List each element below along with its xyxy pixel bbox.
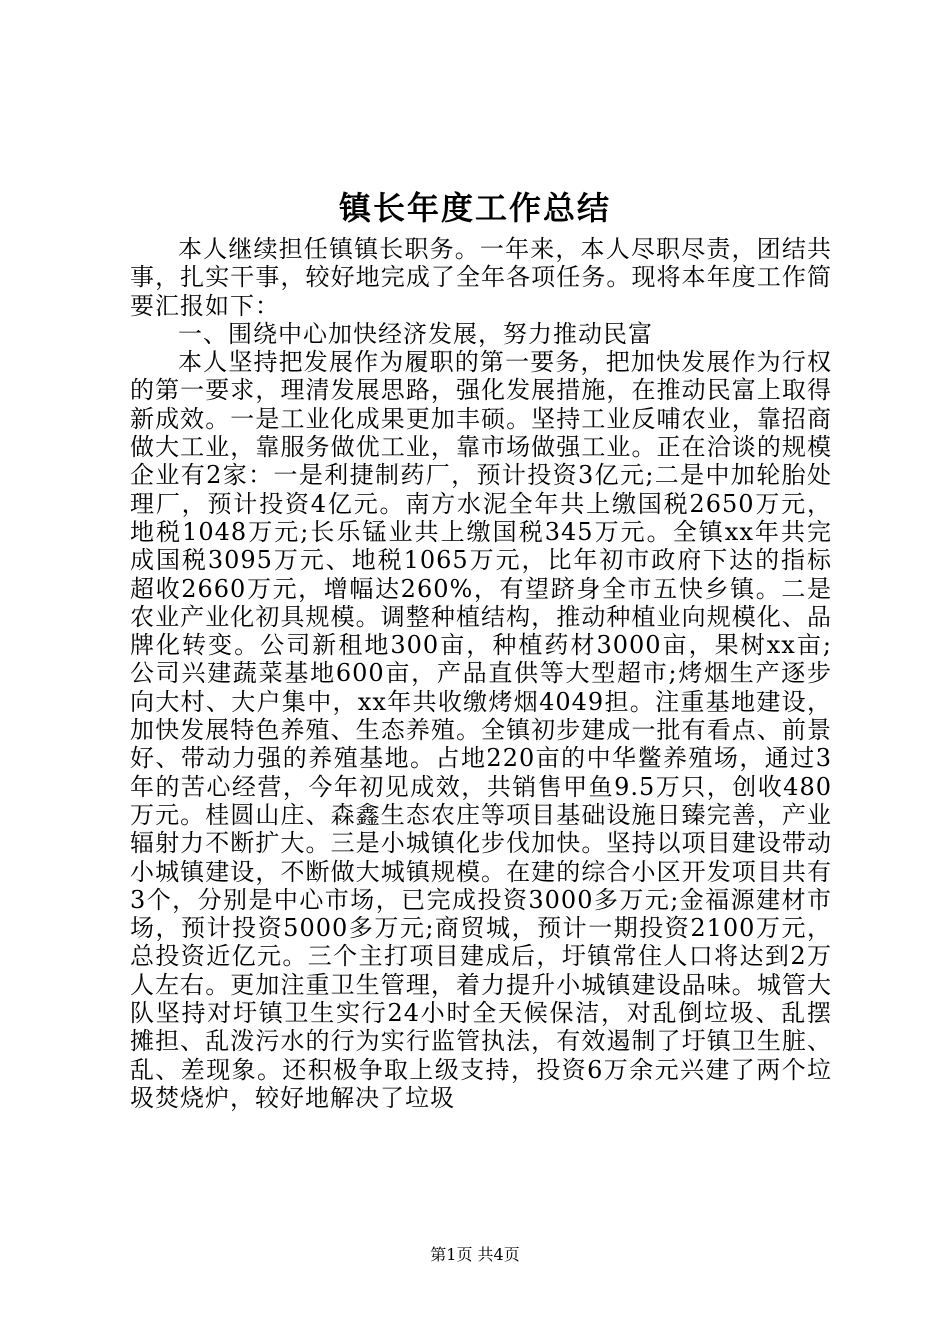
page-footer: 第1页 共4页 bbox=[430, 1245, 520, 1264]
document-title: 镇长年度工作总结 bbox=[338, 189, 611, 227]
document-body bbox=[130, 235, 832, 1112]
paragraph-section-1: 本人坚持把发展作为履职的第一要务，把加快发展作为行权的第一要求，理清发展思路，强化发展措施，在推动民富上取得新成效。一是工业化成果更加丰硕。坚持工业反哺农业，靠招商做大工业，靠服务做优工业，靠市场做强工业。正在洽谈的规模企业有2家：一是利捷制药厂，预计投资3亿元;二是中加轮胎处理厂，预计投资4亿元。南方水泥全年共上缴国税2650万元，地税1048万元;长乐锰业共上缴国税345万元。全镇xx年共完成国税3095万元、地税1065万元，比年初市政府下达的指标超收2660万元，增幅达260%，有望跻身全市五快乡镇。二是农业产业化初具规模。调整种植结构，推动种植业向规模化、品牌化转变。公司新租地300亩，种植药材3000亩，果树xx亩;公司兴建蔬菜基地600亩，产品直供等大型超市;烤烟生产逐步向大村、大户集中，xx年共收缴烤烟4049担。注重基地建设，加快发展特色养殖、生态养殖。全镇初步建成一批有看点、前景好、带动力强的养殖基地。占地220亩的中华鳖养殖场，通过3年的苦心经营，今年初见成效，共销售甲鱼9.5万只，创收480万元。桂圆山庄、森鑫生态农庄等项目基础设施日臻完善，产业辐射力不断扩大。三是小城镇化步伐加快。坚持以项目建设带动小城镇建设，不断做大城镇规模。在建的综合小区开发项目共有3个，分别是中心市场，已完成投资3000多万元;金福源建材市场，预计投资5000多万元;商贸城，预计一期投资2100万元，总投资近亿元。三个主打项目建成后，圩镇常住人口将达到2万人左右。更加注重卫生管理，着力提升小城镇建设品味。城管大队坚持对圩镇卫生实行24小时全天候保洁，对乱倒垃圾、乱摆摊担、乱泼污水的行为实行监管执法，有效遏制了圩镇卫生脏、乱、差现象。还积极争取上级支持，投资6万余元兴建了两个垃圾焚烧炉，较好地解决了垃圾 bbox=[130, 348, 832, 1112]
paragraph-intro: 本人继续担任镇镇长职务。一年来，本人尽职尽责，团结共事，扎实干事，较好地完成了全年各项任务。现将本年度工作简要汇报如下： bbox=[130, 235, 832, 320]
section-heading-1: 一、围绕中心加快经济发展，努力推动民富 bbox=[178, 319, 653, 348]
